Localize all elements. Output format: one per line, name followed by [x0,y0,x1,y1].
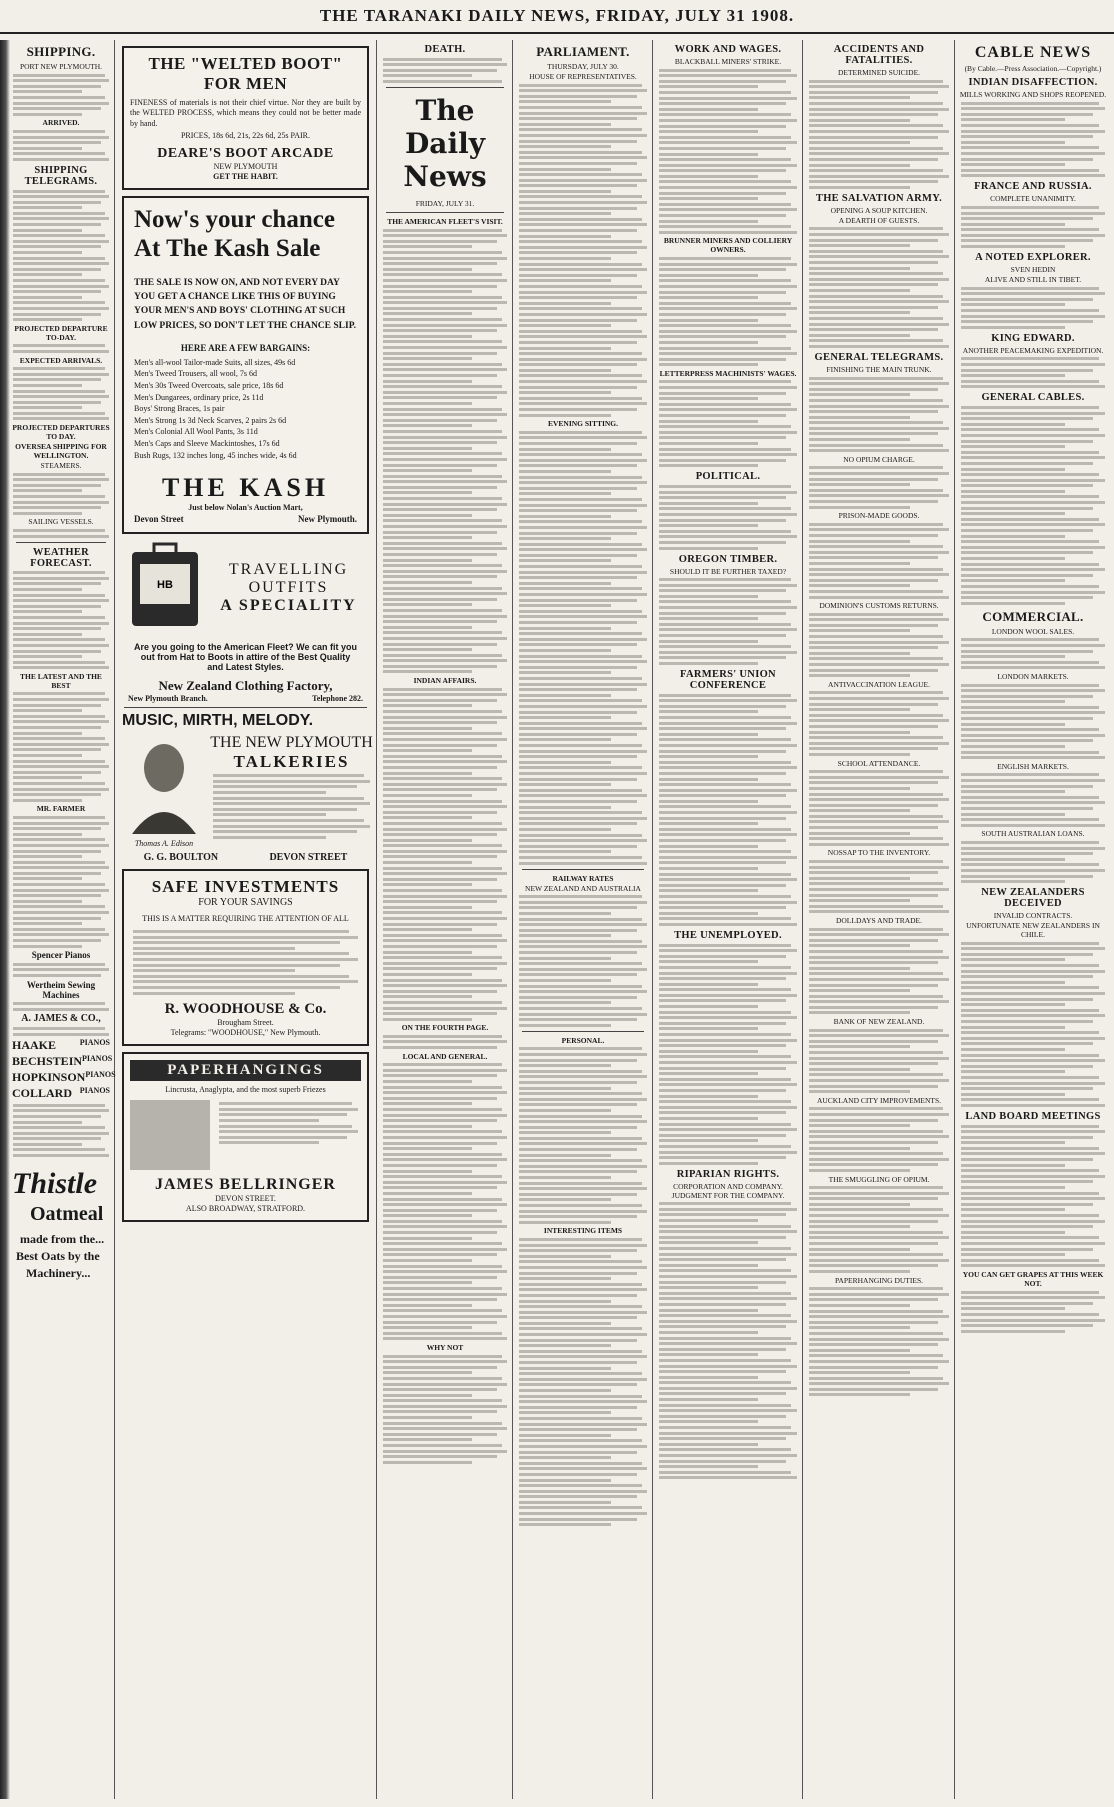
text-block [961,1291,1105,1333]
woodhouse-telegrams: Telegrams: "WOODHOUSE," New Plymouth. [170,1027,321,1037]
column-rule [376,40,377,1799]
safe-title: SAFE INVESTMENTS [151,876,340,896]
column-work-wages [656,40,800,1799]
ad-subtitle: FOR MEN [203,74,288,93]
kash-bargain-item: Bush Rugs, 132 inches long, 45 inches wide, 4s 6d [134,450,297,460]
kash-banner: Now's your chance At The Kash Sale [134,206,335,263]
talkeries-head: THE NEW PLYMOUTH [210,733,373,751]
subheading: ANOTHER PEACEMAKING EXPEDITION. [962,345,1104,355]
subheading: THURSDAY, JULY 30. [547,62,619,71]
section-heading: OREGON TIMBER. [678,553,778,565]
subheading: A DEARTH OF GUESTS. [838,215,920,225]
paperhangings-sub: Lincrusta, Anaglypta, and the most superb Friezes [165,1085,326,1095]
text-block [809,1029,949,1094]
text-block [809,80,949,189]
cable-news-heading: CABLE NEWS [974,44,1092,61]
text-block [13,344,109,353]
subheading: LONDON WOOL SALES. [991,626,1075,636]
section-heading: RIPARIAN RIGHTS. [676,1168,780,1180]
oatmeal-text: Oatmeal [30,1203,104,1226]
subheading: DOLLDAYS AND TRADE. [835,915,923,925]
woodhouse-name: R. WOODHOUSE & Co. [164,1000,327,1017]
article-heading: INDIAN AFFAIRS. [413,676,477,686]
music-header-row [122,712,369,730]
section-heading: FARMERS' UNION CONFERENCE [680,669,776,691]
section-heading: FRANCE AND RUSSIA. [974,181,1092,193]
text-block [519,1238,647,1526]
piano-brand-row [12,1054,113,1069]
section-heading: DEATH. [424,44,466,55]
subheading: OPENING A SOUP KITCHEN. [830,205,928,215]
text-block [961,684,1105,760]
subheading: PRISON-MADE GOODS. [838,511,920,521]
section-heading: KING EDWARD. [991,332,1075,344]
subheading: PERSONAL. [561,1035,605,1045]
deare-tagline: GET THE HABIT. [213,171,278,181]
divider [124,707,367,708]
tagline-text: Best Oats by the [16,1249,100,1264]
bellringer-address2: ALSO BROADWAY, STRATFORD. [185,1204,306,1214]
subheading: ENGLISH MARKETS. [997,761,1069,771]
daily-news-nameplate: The Daily News [403,93,487,193]
subheading: PAPERHANGING DUTIES. [834,1275,924,1285]
section-heading: THE SALVATION ARMY. [815,192,943,204]
subheading: FINISHING THE MAIN TRUNK. [826,364,932,374]
editorial-date: FRIDAY, JULY 31. [415,198,475,208]
text-block [961,206,1105,248]
text-block [13,692,109,801]
text-block [659,380,797,467]
pianos-label: PIANOS [79,1038,110,1048]
subheading: NEW ZEALAND AND AUSTRALIA [525,883,641,893]
section-heading: GENERAL CABLES. [981,392,1085,404]
masthead-title: THE TARANAKI DAILY NEWS, FRIDAY, JULY 31 1908. [0,6,1114,34]
wallpaper-illustration [130,1100,210,1170]
kash-address: Just below Nolan's Auction Mart, [188,503,303,513]
text-block [809,691,949,756]
subheading: HOUSE OF REPRESENTATIVES. [529,72,637,81]
text-block [383,229,507,674]
subheading: SVEN HEDIN [1010,265,1056,275]
text-block [961,102,1105,178]
subheading: ARRIVED. [42,118,80,128]
deare-location: NEW PLYMOUTH [213,161,278,171]
subheading: PROJECTED DEPARTURE TO-DAY. [14,323,108,342]
divider [386,212,504,213]
paperhangings-body [130,1100,361,1170]
section-heading: SHIPPING TELEGRAMS. [24,164,98,187]
text-block [13,190,109,322]
article-heading: THE AMERICAN FLEET'S VISIT. [387,216,503,226]
text-block [13,816,109,948]
text-block [383,58,507,83]
subheading: EVENING SITTING. [547,419,619,429]
text-block [133,930,358,995]
subheading: ALIVE AND STILL IN TIBET. [984,275,1082,285]
devon-street: DEVON STREET [269,851,348,863]
subheading: NOSSAP TO THE INVENTORY. [827,848,931,858]
section-heading: INDIAN DISAFFECTION. [968,77,1098,88]
subheading: EXPECTED ARRIVALS. [19,355,103,365]
pianos-label: PIANOS [85,1070,116,1080]
piano-brand-list [10,1038,116,1101]
text-block [519,1047,647,1223]
text-block [809,466,949,508]
subheading: MR. FARMER [36,804,86,814]
text-block [809,1107,949,1172]
section-heading: POLITICAL. [695,471,761,483]
kash-street-row [134,514,357,524]
ad-heading: Wertheim Sewing Machines [26,979,96,1000]
section-heading: COMMERCIAL. [982,608,1084,624]
piano-brand: HOPKINSON [12,1070,86,1085]
text-block [13,130,109,161]
travelling-outfits-ad [122,542,369,634]
column-shipping [10,40,116,1799]
rates-table [519,895,647,1027]
safe-heading: THIS IS A MATTER REQUIRING THE ATTENTION OF ALL [142,913,349,923]
column-rule [652,40,653,1799]
kash-city: New Plymouth. [298,513,357,524]
subheading: PROJECTED DEPARTURES TO DAY. [12,423,110,442]
kash-bargain-list [134,357,357,461]
kash-store-name: THE KASH [161,473,330,503]
subheading: BRUNNER MINERS AND COLLIERY OWNERS. [663,236,793,255]
text-block [961,1125,1105,1268]
text-block [961,773,1105,826]
kash-bargain-item: Men's Colonial All Wool Pants, 3s 11d [134,427,258,437]
subheading: SAILING VESSELS. [28,517,94,527]
outfits-line: OUTFITS [248,578,329,596]
text-block [383,1035,507,1049]
divider [522,1031,644,1032]
article-heading: LOCAL AND GENERAL. [402,1051,488,1061]
bellringer-address: DEVON STREET. [215,1193,276,1203]
subheading: COMPLETE UNANIMITY. [990,194,1076,204]
text-block [961,841,1105,883]
text-block [383,1063,507,1340]
kash-body: THE SALE IS NOW ON, AND NOT EVERY DAY YOU GET A CHANCE LIKE THIS OF BUYING YOUR MEN'S AND BOYS' CLOTHING AT SUCH LOW PRICES, SO DON'T LET THE CHANCE SLIP. [134,277,357,331]
kash-bargain-item: Men's all-wool Tailor-made Suits, all sizes, 49s 6d [134,357,296,367]
text-block [13,571,109,669]
woodhouse-street: Brougham Street. [217,1017,274,1027]
kash-bargains-heading: HERE ARE A FEW BARGAINS: [180,342,311,353]
section-heading: A NOTED EXPLORER. [975,252,1091,264]
subheading: BLACKBALL MINERS' STRIKE. [674,57,782,66]
tagline-text: made from the... [20,1232,105,1247]
text-block [659,257,797,366]
piano-brand: COLLARD [12,1086,73,1101]
column-rule [954,40,955,1799]
text-block [961,406,1105,605]
thistle-logo-text: Thistle [12,1167,98,1201]
piano-brand: HAAKE [12,1038,57,1053]
nz-phone: Telephone 282. [312,693,363,703]
scan-edge-shadow [0,40,10,1799]
edison-portrait-block [118,734,210,848]
kash-bargain-item: Men's Dungarees, ordinary price, 2s 11d [134,392,264,402]
text-block [809,613,949,678]
text-block [809,377,949,453]
text-block [659,944,797,1165]
subheading: LONDON MARKETS. [997,671,1069,681]
subheading: NO OPIUM CHARGE. [843,454,915,464]
text-block [13,529,109,538]
column-editorial [380,40,510,1799]
kash-bargain-item: Boys' Strong Braces, 1s pair [134,404,225,414]
speciality-line: A SPECIALITY [220,596,357,614]
edison-portrait-icon [124,734,204,834]
subheading: LETTERPRESS MACHINISTS' WAGES. [659,368,797,378]
kash-bargain-item: Men's Strong 1s 3d Neck Scarves, 2 pairs 2s 6d [134,415,287,425]
section-heading: WEATHER FORECAST. [30,546,92,569]
piano-brand: BECHSTEIN [12,1054,83,1069]
kash-street: Devon Street [134,513,184,524]
subheading: THE LATEST AND THE BEST [20,671,102,690]
column-parliament [516,40,650,1799]
divider [16,542,106,543]
subheading: PORT NEW PLYMOUTH. [19,62,103,71]
subheading: (By Cable.—Press Association.—Copyright.) [964,64,1102,73]
ad-title: THE "WELTED BOOT" [148,54,343,73]
ad-heading: Spencer Pianos [31,950,91,961]
subheading: MILLS WORKING AND SHOPS REOPENED. [959,90,1107,99]
section-heading: SHIPPING. [26,44,96,59]
text-block [659,578,797,665]
text-block [961,357,1105,388]
nz-clothing-factory: New Zealand Clothing Factory, [158,677,333,693]
text-block [519,84,647,417]
subheading: CORPORATION AND COMPANY. JUDGMENT FOR THE COMPANY. [671,1181,785,1200]
text-block [13,963,109,977]
text-block [809,523,949,599]
column-rule [802,40,803,1799]
text-block [13,367,109,420]
subheading: YOU CAN GET GRAPES AT THIS WEEK NOT. [962,1269,1104,1288]
piano-brand-row [12,1038,110,1053]
column-rule [114,40,115,1799]
text-block [809,860,949,913]
text-block [13,473,109,515]
subheading: RAILWAY RATES [552,873,614,883]
tagline-text: Machinery... [26,1266,91,1281]
column-rule [512,40,513,1799]
boulton-name: G. G. BOULTON [143,851,219,863]
ad-prices: PRICES, 18s 6d, 21s, 22s 6d, 25s PAIR. [180,131,311,141]
edison-signature: Thomas A. Edison [134,838,194,848]
subheading: STEAMERS. [40,461,82,471]
travelling-heading-block [208,561,369,615]
svg-text:HB: HB [157,578,173,591]
subheading: UNFORTUNATE NEW ZEALANDERS IN CHILE. [966,921,1100,940]
text-block [13,74,109,116]
text-block [659,485,797,550]
section-heading: ACCIDENTS AND FATALITIES. [833,44,925,66]
talkeries-ad [118,734,373,848]
suitcase-illustration [122,542,208,634]
travelling-body: Are you going to the American Fleet? We can fit you out from Hat to Boots in attire of the Best Quality and Latest Styles. [133,641,358,672]
subheading: OVERSEA SHIPPING FOR WELLINGTON. [15,442,107,461]
text-block [659,1202,797,1479]
subheading: DETERMINED SUICIDE. [837,68,921,77]
pianos-label: PIANOS [79,1086,110,1096]
safe-investments-ad [122,869,369,1047]
column-accidents-general [806,40,952,1799]
text-block [809,227,949,347]
subheading: BANK OF NEW ZEALAND. [833,1017,925,1027]
text-block [809,1186,949,1273]
text-block [519,431,647,865]
text-block [961,638,1105,669]
travelling-line: TRAVELLING [228,560,349,578]
section-heading: THE UNEMPLOYED. [674,929,782,941]
column-cable-news [958,40,1108,1799]
subheading: SCHOOL ATTENDANCE. [837,758,921,768]
column-advertisements [118,40,373,1799]
subheading: INTERESTING ITEMS [543,1226,623,1236]
text-block [809,770,949,846]
kash-bargain-item: Men's 30s Tweed Overcoats, sale price, 18s 6d [134,381,284,391]
text-block [213,774,370,839]
pianos-label: PIANOS [82,1054,113,1064]
text-block [219,1100,358,1170]
piano-brand-row [12,1070,116,1085]
piano-brand-row [12,1086,110,1101]
nz-branch: New Plymouth Branch. [128,693,208,703]
text-block [809,1287,949,1396]
paperhangings-title: PAPERHANGINGS [130,1060,361,1081]
ad-body: FINENESS of materials is not their chief virtue. Nor they are built by the WELTED PROCESS, which means they could not be better made by hand. [130,98,361,128]
kash-sale-ad [122,196,369,533]
text-block [383,1355,507,1464]
talkeries-footer [118,852,373,863]
article-heading: WHY NOT [426,1342,464,1352]
talkeries-text [210,734,373,848]
section-heading: GENERAL TELEGRAMS. [814,351,944,363]
text-block [383,688,507,1021]
text-block [13,1104,109,1157]
music-heading: MUSIC, MIRTH, MELODY. [122,711,314,729]
deare-name: DEARE'S BOOT ARCADE [157,145,334,161]
subheading: ANTIVACCINATION LEAGUE. [828,679,930,689]
section-heading: PARLIAMENT. [536,44,630,59]
section-heading: LAND BOARD MEETINGS [965,1110,1101,1122]
subheading: SHOULD IT BE FURTHER TAXED? [669,566,787,576]
subheading: INVALID CONTRACTS. [993,911,1073,921]
section-heading: NEW ZEALANDERS DECEIVED [981,887,1085,910]
text-block [961,942,1105,1107]
subheading: THE SMUGGLING OF OPIUM. [828,1174,930,1184]
text-block [13,1027,109,1036]
text-block [659,69,797,234]
welted-boot-ad [122,46,369,190]
text-block [13,1002,109,1011]
subheading: AUCKLAND CITY IMPROVEMENTS. [816,1095,942,1105]
divider [386,87,504,88]
bellringer-name: JAMES BELLRINGER [155,1175,336,1193]
subheading: SOUTH AUSTRALIAN LOANS. [981,829,1085,839]
paperhangings-ad [122,1052,369,1222]
kash-bargain-item: Men's Caps and Sleeve Mackintoshes, 17s 6d [134,439,280,448]
divider [522,869,644,870]
article-heading: ON THE FOURTH PAGE. [401,1023,489,1033]
text-block [659,694,797,926]
safe-subtitle: FOR YOUR SAVINGS [198,896,293,908]
text-block [809,928,949,1015]
ad-heading: A. JAMES & CO., [21,1013,101,1025]
subheading: DOMINION'S CUSTOMS RETURNS. [819,601,939,611]
section-heading: WORK AND WAGES. [674,44,782,55]
text-block [961,287,1105,329]
nz-clothing-row [118,694,373,703]
talkeries-title: TALKERIES [233,751,350,771]
kash-bargain-item: Men's Tweed Trousers, all wool, 7s 6d [134,369,257,379]
